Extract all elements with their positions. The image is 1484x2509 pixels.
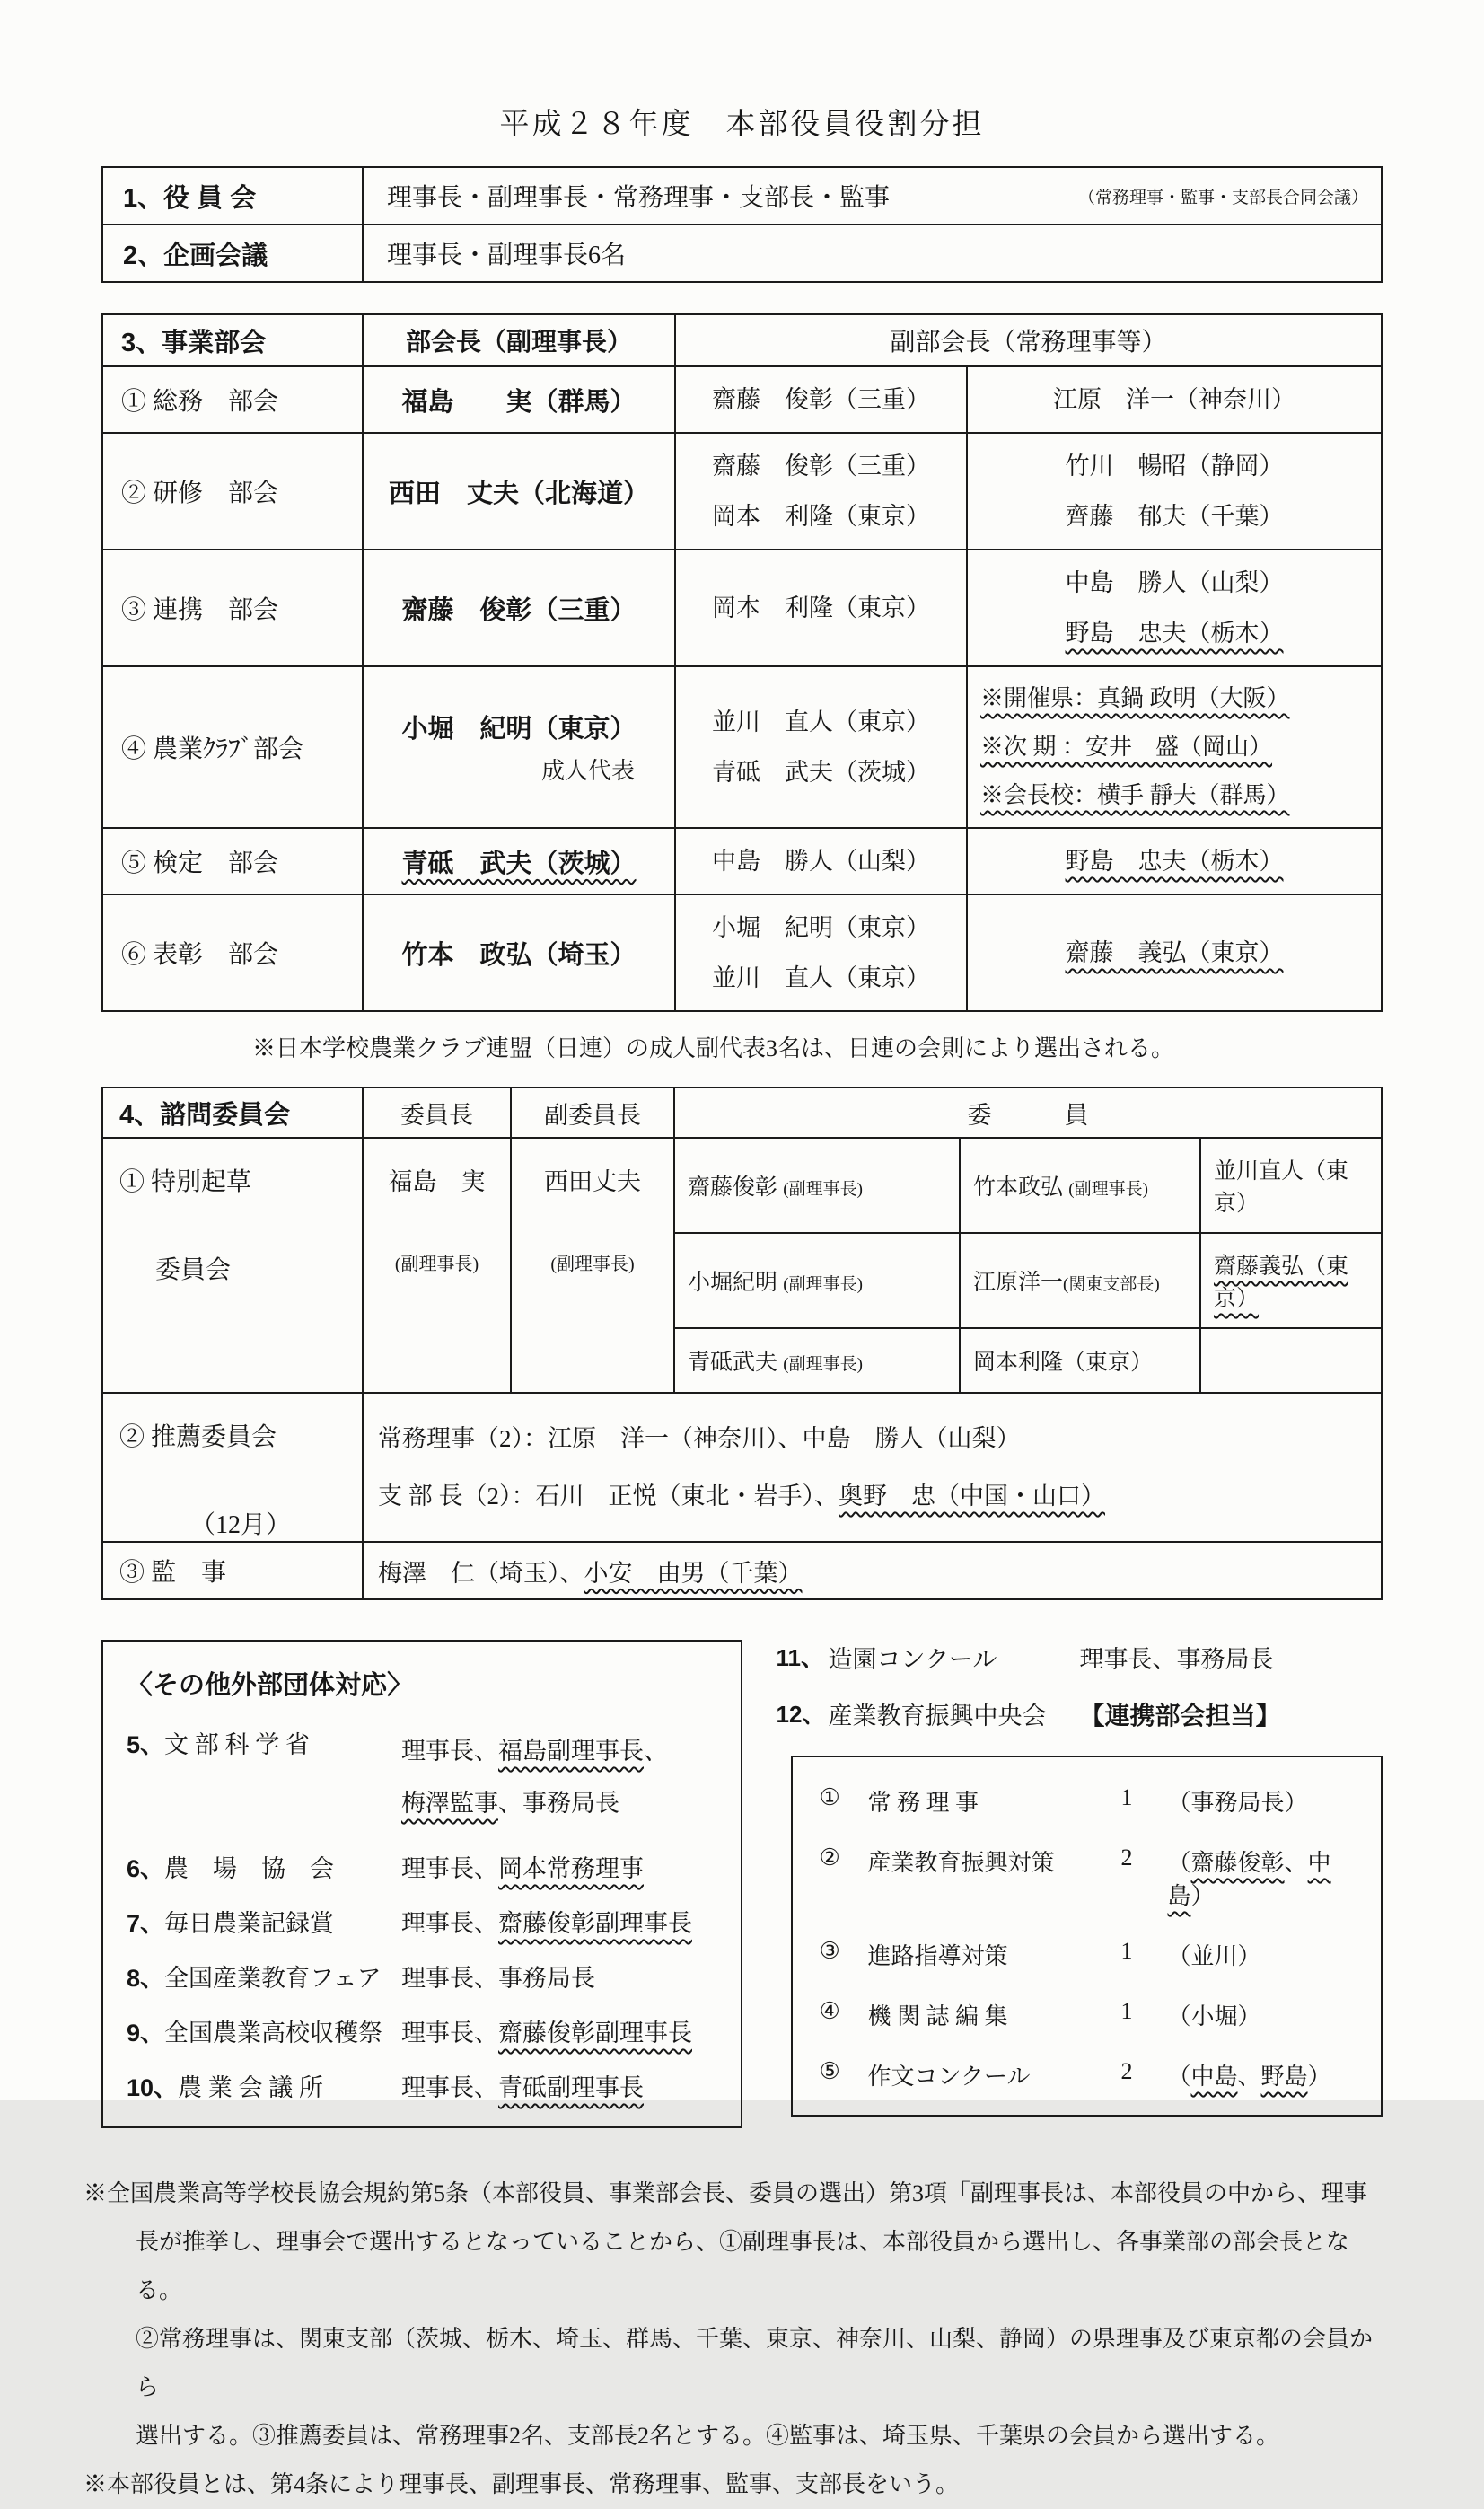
assignees: 理事長、齋藤俊彰副理事長 bbox=[401, 2020, 692, 2047]
list-item bbox=[127, 1725, 724, 1829]
table-row bbox=[102, 894, 1382, 1011]
vicechair-name: 岡本 利隆（東京） bbox=[712, 503, 930, 530]
vicechair-name: 中島 勝人（山梨） bbox=[1065, 569, 1284, 596]
chair-name: 西田 丈夫（北海道） bbox=[363, 433, 675, 550]
item-number: 6、 bbox=[127, 1855, 165, 1882]
member-cell: 岡本利隆（東京） bbox=[960, 1328, 1200, 1393]
committee-label: ③ 監 事 bbox=[102, 1542, 363, 1599]
item-number: 11、 bbox=[776, 1644, 824, 1671]
duty-name: 機 関 誌 編 集 bbox=[867, 2003, 1008, 2029]
list-item bbox=[820, 1844, 1367, 1911]
external-box-title: 〈その他外部団体対応〉 bbox=[127, 1671, 414, 1700]
bottom-section bbox=[101, 1640, 1383, 2128]
row-content: 理事長・副理事長6名 bbox=[387, 242, 627, 269]
right-column bbox=[777, 1640, 1383, 2117]
table-row bbox=[102, 167, 1382, 224]
organization-name: 農 場 協 会 bbox=[164, 1855, 335, 1882]
committee-label: ② 推薦委員会 （12月） bbox=[102, 1393, 363, 1542]
committee-label: ② 研修 部会 bbox=[102, 433, 363, 550]
table-advisory-committees bbox=[101, 1087, 1383, 1600]
vicechair-name: 齋藤 俊彰（三重） bbox=[712, 453, 930, 480]
liaison-duty-box bbox=[791, 1756, 1383, 2117]
table-row bbox=[102, 1542, 1382, 1599]
duty-count: 1 bbox=[1120, 1998, 1133, 2024]
list-item bbox=[127, 1959, 724, 1994]
member-cell: 齋藤俊彰 (副理事長) bbox=[674, 1138, 960, 1233]
footnote-line: ※本部役員とは、第4条により理事長、副理事長、常務理事、監事、支部長をいう。 bbox=[83, 2471, 960, 2497]
item-number: 12、 bbox=[776, 1701, 826, 1728]
organization-name: 産業教育振興中央会 bbox=[828, 1703, 1047, 1730]
president-school-note: ※会長校：横手 靜夫（群馬） bbox=[980, 782, 1290, 808]
club-federation-footnote: ※日本学校農業クラブ連盟（日連）の成人副代表3名は、日連の会則により選出される。 bbox=[252, 1035, 1175, 1061]
duty-assignees: （事務局長） bbox=[1167, 1790, 1308, 1816]
list-item bbox=[127, 2013, 724, 2048]
table-business-committees bbox=[101, 313, 1383, 1012]
vicechair-name: 中島 勝人（山梨） bbox=[712, 848, 930, 875]
recommendation-members: 常務理事（2）：江原 洋一（神奈川）、中島 勝人（山梨） 支 部 長（2）：石川 正悦（東北・岩手）、奥野 忠（中国・山口） bbox=[363, 1393, 1382, 1542]
item-number: 8、 bbox=[127, 1965, 165, 1992]
duty-name: 産業教育振興対策 bbox=[867, 1850, 1055, 1876]
item-mark: ④ bbox=[819, 1998, 840, 2024]
header-section: 4、諮問委員会 bbox=[102, 1087, 363, 1138]
organization-name: 農 業 会 議 所 bbox=[178, 2074, 324, 2101]
vicechair-name: 齋藤 俊彰（三重） bbox=[712, 386, 930, 413]
row-label: 1、役 員 会 bbox=[102, 167, 363, 224]
auditors-names: 梅澤 仁（埼玉）、小安 由男（千葉） bbox=[378, 1559, 803, 1587]
list-item bbox=[127, 1904, 724, 1939]
committee-label: ① 特別起草 委員会 bbox=[102, 1138, 363, 1393]
duty-count: 2 bbox=[1120, 1844, 1133, 1871]
item-number: 10、 bbox=[127, 2074, 179, 2101]
member-cell: 齋藤義弘（東京） bbox=[1200, 1233, 1382, 1328]
organization-name: 造園コンクール bbox=[828, 1646, 997, 1673]
organization-name: 全国産業教育フェア bbox=[164, 1965, 382, 1992]
vicechair-name: 竹川 暢昭（静岡） bbox=[1065, 453, 1284, 480]
table-row bbox=[102, 666, 1382, 828]
chair-name: 青砥 武夫（茨城） bbox=[363, 828, 675, 894]
footnote-line: 長が推挙し、理事会で選出するとなっていることから、①副理事長は、本部役員から選出し、各事業部の部会長となる。 bbox=[136, 2229, 1350, 2303]
list-item bbox=[820, 2058, 1367, 2091]
organization-name: 毎日農業記録賞 bbox=[164, 1910, 335, 1937]
table-header-row bbox=[102, 1087, 1382, 1138]
footnotes bbox=[83, 2170, 1383, 2509]
member-cell: 青砥武夫 (副理事長) bbox=[674, 1328, 960, 1393]
external-organizations-box bbox=[101, 1640, 742, 2128]
member-cell: 江原洋一(関東支部長) bbox=[960, 1233, 1200, 1328]
row-label: 2、企画会議 bbox=[102, 224, 363, 282]
vicechair-name: 齊藤 郁夫（千葉） bbox=[1065, 503, 1284, 530]
item-number: 9、 bbox=[127, 2020, 165, 2047]
header-vicechair: 副委員長 bbox=[511, 1087, 674, 1138]
header-chair: 委員長 bbox=[363, 1087, 511, 1138]
duty-assignees: （小堀） bbox=[1167, 2003, 1261, 2029]
document-title: 平成２８年度 本部役員役割分担 bbox=[499, 109, 985, 141]
chair-name: 齋藤 俊彰（三重） bbox=[363, 550, 675, 666]
chair-name: 福島 実（群馬） bbox=[363, 366, 675, 433]
host-prefecture-note: ※開催県：真鍋 政明（大阪） bbox=[980, 685, 1290, 711]
table-row bbox=[102, 1393, 1382, 1542]
vicechair-name: 齋藤 義弘（東京） bbox=[1065, 939, 1284, 966]
duty-count: 2 bbox=[1120, 2058, 1133, 2084]
item-mark: ③ bbox=[819, 1938, 840, 1964]
member-cell: 竹本政弘 (副理事長) bbox=[960, 1138, 1200, 1233]
committee-label: ③ 連携 部会 bbox=[102, 550, 363, 666]
header-section: 3、事業部会 bbox=[102, 314, 363, 366]
item-mark: ② bbox=[819, 1844, 840, 1871]
assignees: 【連携部会担当】 bbox=[1079, 1702, 1281, 1730]
committee-label: ④ 農業ｸﾗﾌﾞ部会 bbox=[102, 666, 363, 828]
chair-name: 小堀 紀明（東京） bbox=[401, 715, 637, 744]
chair-name: 竹本 政弘（埼玉） bbox=[363, 894, 675, 1011]
item-number: 5、 bbox=[127, 1731, 165, 1758]
row-content: 理事長・副理事長・常務理事・支部長・監事 bbox=[387, 184, 891, 212]
item-mark: ⑤ bbox=[819, 2058, 840, 2084]
vicechair-name: 小堀 紀明（東京） bbox=[712, 914, 930, 941]
member-cell-empty bbox=[1200, 1328, 1382, 1393]
table-meetings bbox=[101, 166, 1383, 283]
header-vicechairs: 副部会長（常務理事等） bbox=[675, 314, 1382, 366]
item-mark: ① bbox=[819, 1784, 840, 1810]
duty-count: 1 bbox=[1120, 1938, 1133, 1964]
organization-name: 文 部 科 学 省 bbox=[164, 1731, 311, 1758]
footnote-line: ②常務理事は、関東支部（茨城、栃木、埼玉、群馬、千葉、東京、神奈川、山梨、静岡）の県理事及び東京都の会員から bbox=[136, 2326, 1374, 2400]
table-row bbox=[102, 550, 1382, 666]
committee-label: ① 総務 部会 bbox=[102, 366, 363, 433]
duty-name: 進路指導対策 bbox=[867, 1943, 1008, 1969]
vicechair-name: 野島 忠夫（栃木） bbox=[1065, 620, 1284, 647]
document-content bbox=[83, 0, 1383, 2509]
assignees: 理事長、齋藤俊彰副理事長 bbox=[401, 1910, 692, 1937]
table-row bbox=[102, 828, 1382, 894]
footnote-line: ※全国農業高等学校長協会規約第5条（本部役員、事業部会長、委員の選出）第3項「副理事長は、本部役員の中から、理事 bbox=[83, 2180, 1368, 2206]
header-chair: 部会長（副理事長） bbox=[363, 314, 675, 366]
duty-count: 1 bbox=[1120, 1784, 1133, 1810]
assignees: 理事長、福島副理事長、 梅澤監事、事務局長 bbox=[401, 1738, 668, 1817]
assignees: 理事長、事務局長 bbox=[401, 1965, 595, 1992]
table-header-row bbox=[102, 314, 1382, 366]
table-row bbox=[102, 1138, 1382, 1233]
chair-cell: 福島 実 (副理事長) bbox=[363, 1138, 511, 1393]
vicechair-name: 青砥 武夫（茨城） bbox=[712, 759, 930, 786]
assignees: 理事長、事務局長 bbox=[1079, 1646, 1274, 1673]
vicechair-name: 江原 洋一（神奈川） bbox=[1053, 386, 1295, 413]
committee-label: ⑤ 検定 部会 bbox=[102, 828, 363, 894]
vicechair-name: 野島 忠夫（栃木） bbox=[1065, 848, 1284, 875]
row-note: （常務理事・監事・支部長合同会議） bbox=[1077, 188, 1368, 207]
vicechair-name: 岡本 利隆（東京） bbox=[712, 594, 930, 621]
committee-label: ⑥ 表彰 部会 bbox=[102, 894, 363, 1011]
member-cell: 小堀紀明 (副理事長) bbox=[674, 1233, 960, 1328]
item-number: 7、 bbox=[127, 1910, 165, 1937]
member-cell: 並川直人（東京） bbox=[1200, 1138, 1382, 1233]
list-item bbox=[777, 1696, 1383, 1732]
organization-name: 全国農業高校収穫祭 bbox=[164, 2020, 383, 2047]
list-item bbox=[820, 1998, 1367, 2031]
table-row bbox=[102, 433, 1382, 550]
vicechair-cell: 西田丈夫 (副理事長) bbox=[511, 1138, 674, 1393]
duty-assignees: （中島、野島） bbox=[1167, 2064, 1331, 2090]
vicechair-name: 並川 直人（東京） bbox=[712, 964, 930, 991]
footnote-line: 選出する。③推薦委員は、常務理事2名、支部長2名とする。④監事は、埼玉県、千葉県の会員から選出する。 bbox=[136, 2423, 1280, 2449]
assignees: 理事長、岡本常務理事 bbox=[401, 1855, 644, 1882]
chair-subtitle: 成人代表 bbox=[540, 758, 635, 784]
duty-assignees: （並川） bbox=[1167, 1943, 1261, 1969]
duty-name: 常 務 理 事 bbox=[867, 1790, 979, 1816]
list-item bbox=[820, 1938, 1367, 1971]
next-term-note: ※次 期 ：安井 盛（岡山） bbox=[980, 734, 1273, 760]
duty-name: 作文コンクール bbox=[867, 2064, 1031, 2090]
duty-assignees: （齋藤俊彰、中島） bbox=[1167, 1850, 1331, 1909]
list-item bbox=[777, 1640, 1383, 1675]
header-members: 委 員 bbox=[674, 1087, 1382, 1138]
list-item bbox=[820, 1784, 1367, 1818]
table-row bbox=[102, 366, 1382, 433]
list-item bbox=[127, 1849, 724, 1884]
vicechair-name: 並川 直人（東京） bbox=[712, 709, 930, 735]
list-item bbox=[127, 2068, 724, 2103]
table-row bbox=[102, 224, 1382, 282]
assignees: 理事長、青砥副理事長 bbox=[401, 2074, 644, 2101]
